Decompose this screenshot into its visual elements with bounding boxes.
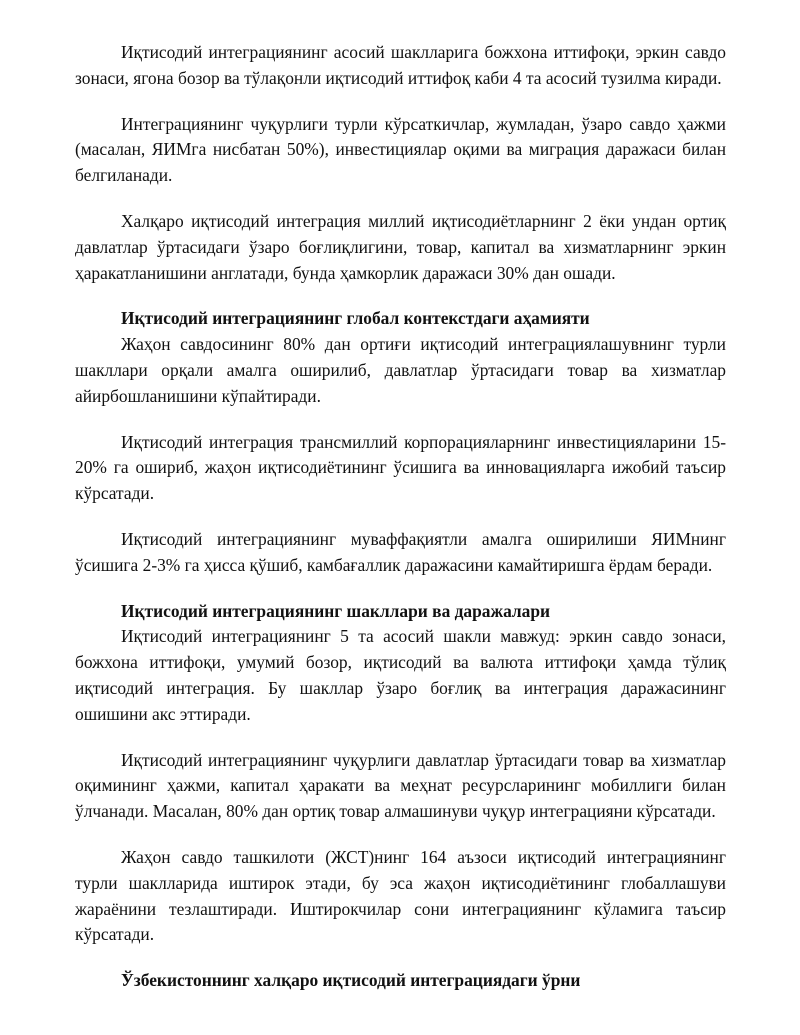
paragraph-3: Халқаро иқтисодий интеграция миллий иқтисодиётларнинг 2 ёки ундан ортиқ давлатлар ўртасидаги ўзаро боғлиқлигини, товар, капитал ва хизматларнинг эркин ҳаракатланишини англатади, бунда ҳамкорлик даражаси 30% дан ошади. — [75, 210, 726, 283]
paragraph-6: Иқтисодий интеграциянинг муваффақиятли амалга оширилиши ЯИМнинг ўсишига 2-3% га ҳисса қўшиб, камбағаллик даражасини камайтиришга ёрдам беради. — [75, 528, 726, 575]
paragraph-9: Жаҳон савдо ташкилоти (ЖСТ)нинг 164 аъзоси иқтисодий интеграциянинг турли шаклларида иштирок этади, бу эса жаҳон иқтисодиётининг глобаллашуви жараёнини тезлаштиради. Иштирокчилар сони интеграциянинг кўламига таъсир кўрсатади. — [75, 846, 726, 945]
section-heading-global-context: Иқтисодий интеграциянинг глобал контекстдаги аҳамияти — [121, 308, 590, 329]
paragraph-5: Иқтисодий интеграция трансмиллий корпорацияларнинг инвестицияларини 15-20% га ошириб, жаҳон иқтисодиётининг ўсишига ва инновацияларга ижобий таъсир кўрсатади. — [75, 431, 726, 504]
document-page — [75, 40, 726, 994]
paragraph-4: Жаҳон савдосининг 80% дан ортиғи иқтисодий интеграциялашувнинг турли шакллари орқали амалга оширилиб, давлатлар ўртасидаги товар ва хизматлар айирбошланишини кўпайтиради. — [75, 334, 726, 406]
paragraph-2: Интеграциянинг чуқурлиги турли кўрсаткичлар, жумладан, ўзаро савдо ҳажми (масалан, ЯИМга нисбатан 50%), инвестициялар оқими ва миграция даражаси билан белгиланади. — [75, 113, 726, 186]
paragraph-8: Иқтисодий интеграциянинг чуқурлиги давлатлар ўртасидаги товар ва хизматлар оқимининг ҳажми, капитал ҳаракати ва меҳнат ресурсларининг мобиллиги билан ўлчанади. Масалан, 80% дан ортиқ товар алмашинуви чуқур интеграцияни кўрсатади. — [75, 749, 726, 822]
section-heading-uzbekistan: Ўзбекистоннинг халқаро иқтисодий интеграциядаги ўрни — [121, 970, 581, 991]
paragraph-1: Иқтисодий интеграциянинг асосий шаклларига божхона иттифоқи, эркин савдо зонаси, ягона бозор ва тўлақонли иқтисодий иттифоқ каби 4 та асосий тузилма киради. — [75, 42, 726, 88]
section-heading-forms-levels: Иқтисодий интеграциянинг шакллари ва даражалари — [121, 600, 551, 621]
paragraph-7: Иқтисодий интеграциянинг 5 та асосий шакли мавжуд: эркин савдо зонаси, божхона иттифоқи, умумий бозор, иқтисодий ва валюта иттифоқи ҳамда тўлиқ иқтисодий интеграция. Бу шакллар ўзаро боғлиқ ва интеграция даражасининг ошишини акс эттиради. — [75, 626, 726, 724]
